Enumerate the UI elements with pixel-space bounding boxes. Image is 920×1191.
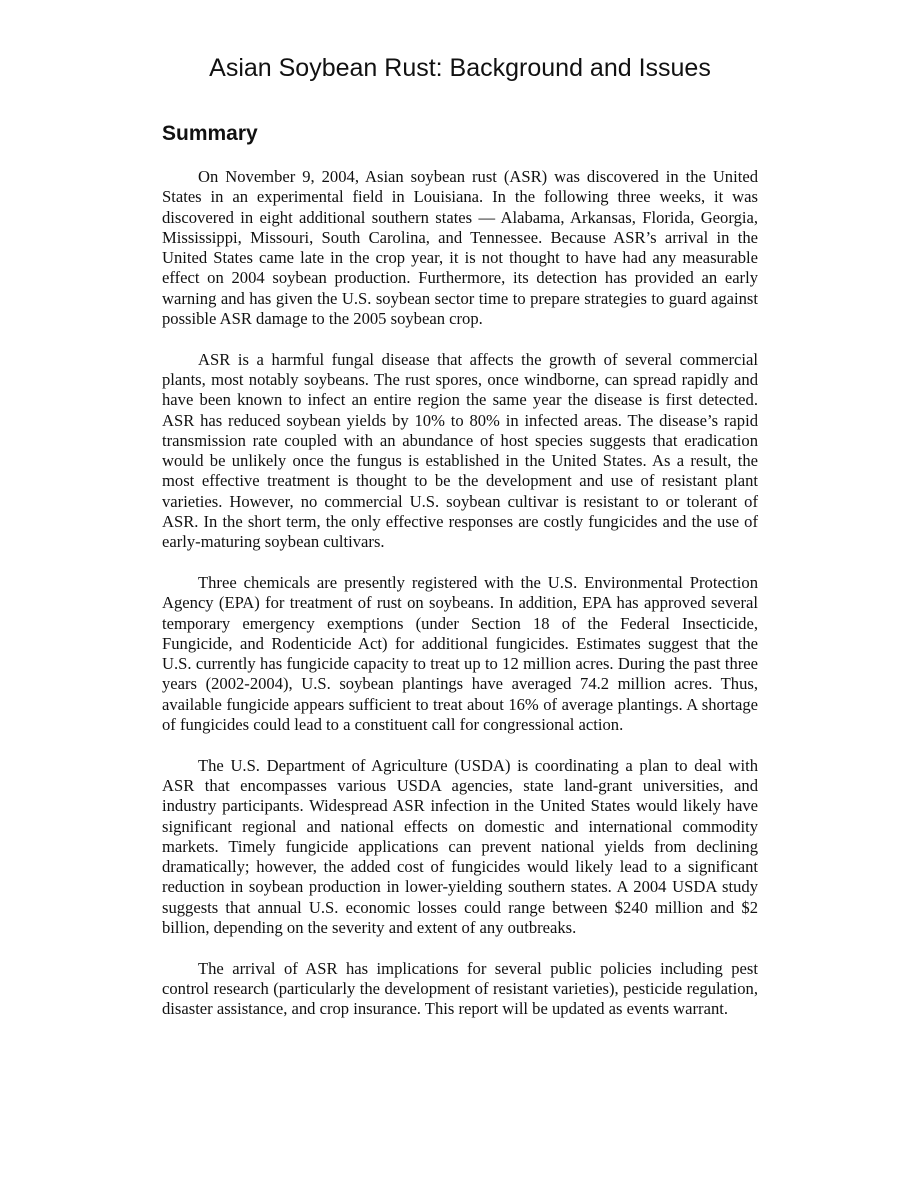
- section-heading-summary: Summary: [162, 122, 258, 145]
- paragraph-5: The arrival of ASR has implications for several public policies including pest control research (particularly the development of resistant varieties), pesticide regulation, disaster assistance, and crop insurance. This report will be updated as events warrant.: [162, 958, 758, 1019]
- summary-body: [162, 167, 758, 1040]
- paragraph-4: The U.S. Department of Agriculture (USDA) is coordinating a plan to deal with ASR that encompasses various USDA agencies, state land-grant universities, and industry participants. Widespread ASR infection in the United States would likely have significant regional and national effects on domestic and international commodity markets. Timely fungicide applications can prevent national yields from declining dramatically; however, the added cost of fungicides would likely lead to a significant reduction in soybean production in lower-yielding southern states. A 2004 USDA study suggests that annual U.S. economic losses could range between $240 million and $2 billion, depending on the severity and extent of any outbreaks.: [162, 755, 758, 937]
- paragraph-1: On November 9, 2004, Asian soybean rust (ASR) was discovered in the United States in an experimental field in Louisiana. In the following three weeks, it was discovered in eight additional southern states — Alabama, Arkansas, Florida, Georgia, Mississippi, Missouri, South Carolina, and Tennessee. Because ASR’s arrival in the United States came late in the crop year, it is not thought to have had any measurable effect on 2004 soybean production. Furthermore, its detection has provided an early warning and has given the U.S. soybean sector time to prepare strategies to guard against possible ASR damage to the 2005 soybean crop.: [162, 167, 758, 329]
- paragraph-2: ASR is a harmful fungal disease that affects the growth of several commercial plants, most notably soybeans. The rust spores, once windborne, can spread rapidly and have been known to infect an entire region the same year the disease is first detected. ASR has reduced soybean yields by 10% to 80% in infected areas. The disease’s rapid transmission rate coupled with an abundance of host species suggests that eradication would be unlikely once the fungus is established in the United States. As a result, the most effective treatment is thought to be the development and use of resistant plant varieties. However, no commercial U.S. soybean cultivar is resistant to or tolerant of ASR. In the short term, the only effective responses are costly fungicides and the use of early-maturing soybean cultivars.: [162, 349, 758, 552]
- document-title: Asian Soybean Rust: Background and Issues: [209, 54, 711, 82]
- paragraph-3: Three chemicals are presently registered with the U.S. Environmental Protection Agency (EPA) for treatment of rust on soybeans. In addition, EPA has approved several temporary emergency exemptions (under Section 18 of the Federal Insecticide, Fungicide, and Rodenticide Act) for additional fungicides. Estimates suggest that the U.S. currently has fungicide capacity to treat up to 12 million acres. During the past three years (2002-2004), U.S. soybean plantings have averaged 74.2 million acres. Thus, available fungicide appears sufficient to treat about 16% of average plantings. A shortage of fungicides could lead to a constituent call for congressional action.: [162, 572, 758, 735]
